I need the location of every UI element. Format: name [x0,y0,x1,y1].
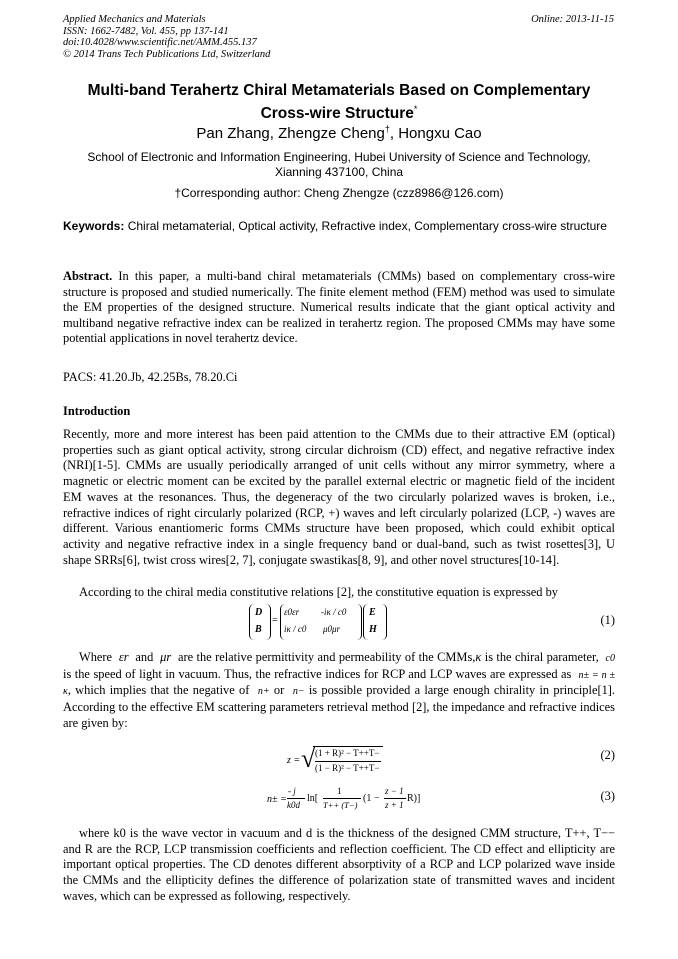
equation-2-number: (2) [600,748,615,762]
equation-3 [267,783,427,819]
equation-3-number: (3) [600,789,615,803]
symbol-D: D [255,607,263,618]
p3-text-f: is possible provided a large enough chirality in principle[1]. According to the effective EM scattering parameters retrieval method [2], the impedance and refractive indices are given by: [63,683,615,730]
inline-c0: c0 [605,653,615,664]
journal-header [63,14,270,60]
eq3-f2-den: T++ (T−) [323,800,358,810]
inline-kappa: κ [475,650,482,664]
keywords-label: Keywords: [63,219,125,233]
corresponding-author: †Corresponding author: Cheng Zhengze (czz8986@126.com) [174,186,504,200]
symbol-H: H [369,624,377,635]
p3-text-a: Where [79,650,113,664]
p3-text-c: is the chiral parameter, [484,650,599,664]
affiliation-line-2: Xianning 437100, China [274,165,404,179]
author-list [63,124,615,142]
equation-1-number: (1) [600,613,615,627]
journal-name: Applied Mechanics and Materials [63,14,206,25]
copyright-line: © 2014 Trans Tech Publications Ltd, Switzerland [63,48,271,60]
abstract-text: In this paper, a multi-band chiral metamaterials (CMMs) based on complementary cross-wire structure is proposed and studied numerically. The finite element method (FEM) method was used to simulate the EM properties of the designed structure. Numerical results indicate that the giant optical activity and multiband negative refractive index can be realized in terahertz region. The proposed CMMs may have some potential applications in novel terahertz device. [63,269,615,346]
title-footnote-mark: * [413,104,418,114]
issn-line: ISSN: 1662-7482, Vol. 455, pp 137-141 [63,25,229,37]
abstract-label: Abstract. [63,269,113,283]
eq2-fraction-bar [315,761,381,762]
matrix-kappa-upper: -iκ / c0 [321,607,347,617]
inline-nminus: n− [292,686,305,698]
eq3-f2-num: 1 [337,786,342,796]
sqrt-overline [313,746,383,747]
intro-paragraph-1: Recently, more and more interest has been paid attention to the CMMs due to their attractive EM (optical) properties such as giant optical activity, strong circular dichroism (CD) effect, and negative refractive index (NRI)[1-5]. CMMs are usually periodically arranged of unit cells without any mirror symmetry, where a magnetic or electric moment can be excited by the parallel external electric or magnetic field of the incident EM waves at the resonances. Thus, the degeneracy of the two circularly polarized waves is broken, i.e., refractive indices of right circularly polarized (RCP, +) waves and left circularly polarized (LCP, -) waves are different. Various enantiomeric forms CMMs structure have been proposed, which could exhibit optical activity and negative refractive index in a single frequency band or dual-band, such as twist rosettes[3], U shape SRRs[6], twist cross wires[2, 7], conjugate swastikas[8, 9], and other novel structures[10-14]. [63,427,615,567]
section-heading-introduction: Introduction [63,404,131,418]
inline-nplus: n+ [257,686,270,698]
eq3-f3-bar [384,798,406,799]
keywords-text: Chiral metamaterial, Optical activity, Refractive index, Complementary cross-wire structure [124,219,607,233]
eq3-lhs: n± = [267,794,287,805]
symbol-E: E [369,607,376,618]
symbol-B: B [255,624,262,635]
eq3-f3-num: z − 1 [385,786,404,796]
paper-title [63,81,615,123]
affiliation-line-1: School of Electronic and Information Engineering, Hubei University of Science and Technology, [87,150,591,164]
online-date: Online: 2013-11-15 [531,14,614,25]
eq3-f1-num: - j [288,786,296,796]
eq3-explanation-paragraph: where k0 is the wave vector in vacuum and d is the thickness of the designed CMM structure, T++, T−− and R are the RCP, LCP transmission coefficients and reflection coefficient. The CD effect and ellipticity are important optical properties. The CD denotes different absorptivity of a RCP and LCP polarized wave inside the CMMs and the ellipticity defines the difference of polarization state of transmitted waves and incident waves, which can be expressed as following, respectively. [63,826,615,903]
intro-paragraph-2: According to the chiral media constitutive relations [2], the constitutive equation is expressed by [79,585,558,599]
eq3-end: R)] [407,793,421,804]
doi-line: doi:10.4028/www.scientific.net/AMM.455.137 [63,37,257,49]
eq3-f2-bar [323,798,361,799]
matrix-mu: μ0μr [323,624,341,634]
eq2-numerator: (1 + R)² − T++T− [315,748,380,758]
corresponding-dagger: † [384,124,390,134]
p3-text-and: and [135,650,154,664]
eq3-f3-den: z + 1 [385,800,404,810]
eq2-lhs: z = [287,755,301,766]
p3-text-e: , which implies that the negative of [67,683,250,698]
p3-text-b: are the relative permittivity and permeability of the CMMs, [177,650,476,664]
equation-2 [287,744,407,780]
inline-mu: μr [160,650,172,664]
matrix-eps: ε0εr [284,607,300,617]
inline-npm: n± = n ± κ [63,669,615,698]
constitutive-explanation [63,650,615,732]
p3-text-or: or [273,683,285,698]
equation-1 [249,604,389,642]
abstract-block [63,269,615,347]
eq3-f1-bar [287,798,305,799]
title-line-1: Multi-band Terahertz Chiral Metamaterials Based on Complementary [87,82,591,99]
eq2-denominator: (1 − R)² − T++T− [315,763,380,773]
title-line-2: Cross-wire Structure [260,105,414,123]
authors-part-2: , Hongxu Cao [389,125,482,142]
affiliation [63,150,615,180]
authors-part-1: Pan Zhang, Zhengze Cheng [196,125,385,142]
inline-eps: εr [118,650,129,664]
equals-sign: = [272,615,278,626]
keywords-block [63,219,615,234]
eq3-f1-den: k0d [287,800,300,810]
p3-text-d: is the speed of light in vacuum. Thus, the refractive indices for RCP and LCP waves are expressed as [63,666,572,681]
matrix-kappa-lower: iκ / c0 [284,624,307,634]
eq3-ln: ln[ [307,793,319,804]
eq3-mid: (1 − [363,793,380,804]
pacs-codes: PACS: 41.20.Jb, 42.25Bs, 78.20.Ci [63,370,238,384]
sqrt-sign: √ [301,744,316,773]
